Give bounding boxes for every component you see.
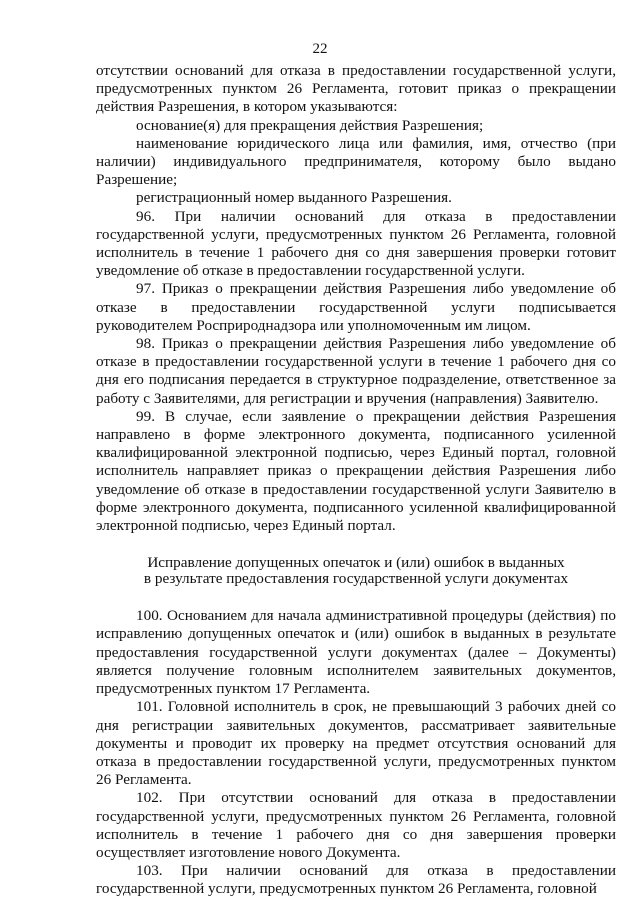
paragraph: отсутствии оснований для отказа в предоставлении государственной услуги, предусмотренных пунктом 26 Регламента, готовит приказ о прекращении действия Разрешения, в котором указываются: xyxy=(96,62,616,116)
paragraph-96: 96. При наличии оснований для отказа в предоставлении государственной услуги, предусмотренных пунктом 26 Регламента, головной исполнитель в течение 1 рабочего дня со дня завершения проверки готовит уведомление об отказе в предоставлении государственной услуги. xyxy=(96,207,616,280)
paragraph: основание(я) для прекращения действия Разрешения; xyxy=(136,116,484,134)
section-heading xyxy=(96,555,616,587)
section-heading-line: в результате предоставления государственной услуги документах xyxy=(143,570,569,588)
paragraph-98: 98. Приказ о прекращении действия Разрешения либо уведомление об отказе в предоставлении государственной услуги в течение 1 рабочего дня со дня его подписания передается в структурное подразделение, ответственное за работу с Заявителями, для регистрации и вручения (направления) Заявителю. xyxy=(96,335,616,407)
page-number: 22 xyxy=(312,41,328,57)
section-heading-line: Исправление допущенных опечаток и (или) ошибок в выданных xyxy=(147,554,565,572)
document-body xyxy=(96,62,616,899)
paragraph: наименование юридического лица или фамилия, имя, отчество (при наличии) индивидуального предпринимателя, которому было выдано Разрешение; xyxy=(96,134,616,189)
paragraph-99: 99. В случае, если заявление о прекращении действия Разрешения направлено в форме электронного документа, подписанного усиленной квалифицированной электронной подписью, через Единый портал, головной исполнитель направляет приказ о прекращении действия Разрешения либо уведомление об отказе в предоставлении государственной услуги Заявителю в форме электронного документа, подписанного усиленной квалифицированной электронной подписью, через Единый портал. xyxy=(96,407,616,535)
paragraph-100: 100. Основанием для начала административной процедуры (действия) по исправлению допущенных опечаток и (или) ошибок в выданных в результате предоставления государственной услуги документах (далее – Документы) является получение головным исполнителем заявительных документов, предусмотренных пунктом 17 Регламента. xyxy=(96,607,616,698)
paragraph-101: 101. Головной исполнитель в срок, не превышающий 3 рабочих дней со дня регистрации заявительных документов, рассматривает заявительные документы и проводит их проверку на предмет отсутствия оснований для отказа в предоставлении государственной услуги, предусмотренных пунктом 26 Регламента. xyxy=(96,698,616,789)
paragraph-97: 97. Приказ о прекращении действия Разрешения либо уведомление об отказе в предоставлении государственной услуги подписывается руководителем Росприроднадзора или уполномоченным им лицом. xyxy=(96,280,616,334)
paragraph-103: 103. При наличии оснований для отказа в предоставлении государственной услуги, предусмотренных пунктом 26 Регламента, головной xyxy=(96,862,616,898)
paragraph: регистрационный номер выданного Разрешения. xyxy=(136,189,452,207)
paragraph-102: 102. При отсутствии оснований для отказа в предоставлении государственной услуги, предусмотренных пунктом 26 Регламента, головной исполнитель в течение 1 рабочего дня со дня завершения проверки осуществляет изготовление нового Документа. xyxy=(96,789,616,861)
